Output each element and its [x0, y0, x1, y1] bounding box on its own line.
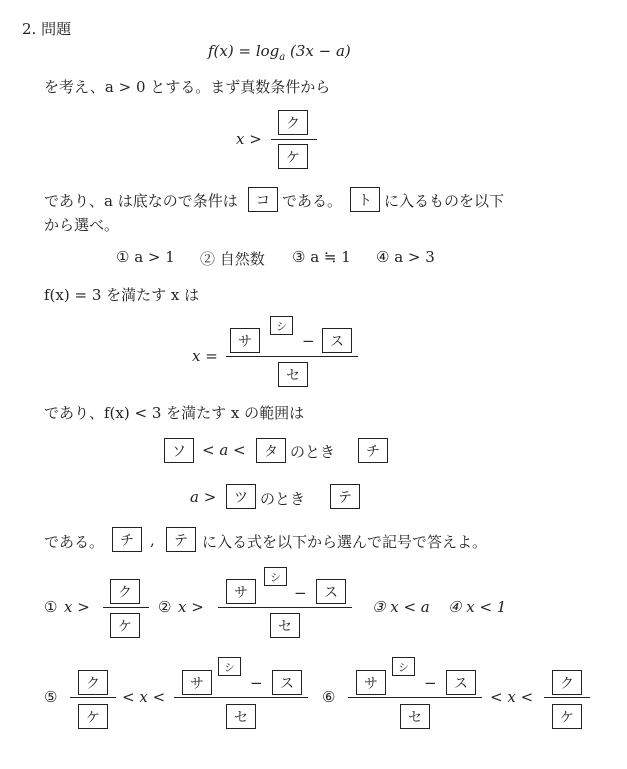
p2-text-b: である。 [282, 192, 343, 210]
opt1-label: ① [44, 598, 58, 616]
opt2-box-shi: シ [264, 567, 287, 586]
box-to: ト [350, 187, 380, 212]
answer-comma: , [150, 531, 155, 549]
opt5-bar-left [70, 697, 116, 698]
opt6-label: ⑥ [322, 688, 336, 706]
opt5-box-sa: サ [182, 670, 212, 695]
fn-arg: (3x − a) [290, 42, 351, 60]
frac1-bar [271, 139, 317, 140]
log-base: a [279, 52, 286, 63]
p2-text-c: に入るものを以下 [384, 192, 505, 210]
opt4: ④ x < 1 [448, 598, 507, 616]
opt5-label: ⑤ [44, 688, 58, 706]
cond2-pre: a > [190, 488, 217, 506]
choice-2: ② 自然数 [200, 250, 265, 268]
box-su: ス [322, 328, 352, 353]
opt6-lt: < x < [490, 688, 534, 706]
box-se: セ [278, 362, 308, 387]
problem-heading: 2. 問題 [22, 20, 72, 38]
opt6-box-sa: サ [356, 670, 386, 695]
opt5-box-su: ス [272, 670, 302, 695]
box-ke: ケ [278, 144, 308, 169]
box-ta: タ [256, 438, 286, 463]
fn-lhs: f(x) = log [208, 42, 280, 60]
opt5-box-shi: シ [218, 657, 241, 676]
opt1-box-ku: ク [110, 579, 140, 604]
opt6-box-shi: シ [392, 657, 415, 676]
box-chi: チ [358, 438, 388, 463]
box-ko: コ [248, 187, 278, 212]
choice-3: ③ a ≒ 1 [292, 248, 351, 266]
opt1-bar [103, 607, 149, 608]
answer-text-b: に入る式を以下から選んで記号で答えよ。 [202, 533, 488, 551]
opt1-box-ke: ケ [110, 613, 140, 638]
box-shi: シ [270, 316, 293, 335]
opt6-minus: − [424, 674, 437, 692]
opt6-bar-right [544, 697, 590, 698]
box-tsu: ツ [226, 484, 256, 509]
opt3: ③ x < a [372, 598, 430, 616]
opt2-label: ② [158, 598, 172, 616]
opt5-bar-right [174, 697, 308, 698]
eq-line: f(x) = 3 を満たす x は [44, 286, 200, 304]
opt5-minus: − [250, 674, 263, 692]
box-ku: ク [278, 110, 308, 135]
opt2-bar [218, 607, 352, 608]
box-sa: サ [230, 328, 260, 353]
p2-text-a: であり、a は底なので条件は [44, 192, 238, 210]
opt5-lt: < x < [122, 688, 166, 706]
opt6-box-su: ス [446, 670, 476, 695]
xfrac-minus: − [302, 332, 315, 350]
cond1-mid: < a < [202, 441, 246, 459]
choice-4: ④ a > 3 [376, 248, 435, 266]
opt2-minus: − [294, 584, 307, 602]
opt6-bar-left [348, 697, 482, 698]
opt6-box-se: セ [400, 704, 430, 729]
opt1-lhs: x > [64, 598, 90, 616]
xfrac-lhs: x = [192, 347, 218, 365]
cond1-text: のとき [290, 443, 336, 461]
xfrac-bar [226, 356, 358, 357]
p3-text: から選べ。 [44, 216, 120, 234]
opt6-box-ku: ク [552, 670, 582, 695]
frac1-lhs: x > [236, 130, 262, 148]
box-te: テ [330, 484, 360, 509]
opt2-box-se: セ [270, 613, 300, 638]
opt5-box-se: セ [226, 704, 256, 729]
cond2-text: のとき [260, 490, 306, 508]
intro-text: を考え、a > 0 とする。まず真数条件から [44, 78, 331, 96]
opt5-box-ke: ケ [78, 704, 108, 729]
box-chi-2: チ [112, 527, 142, 552]
opt5-box-ku: ク [78, 670, 108, 695]
range-line: であり、f(x) < 3 を満たす x の範囲は [44, 404, 305, 422]
choice-1: ① a > 1 [116, 248, 175, 266]
opt6-box-ke: ケ [552, 704, 582, 729]
opt2-box-su: ス [316, 579, 346, 604]
answer-text-a: である。 [44, 533, 105, 551]
opt2-lhs: x > [178, 598, 204, 616]
box-te-2: テ [166, 527, 196, 552]
opt2-box-sa: サ [226, 579, 256, 604]
box-so: ソ [164, 438, 194, 463]
function-definition [208, 42, 351, 63]
